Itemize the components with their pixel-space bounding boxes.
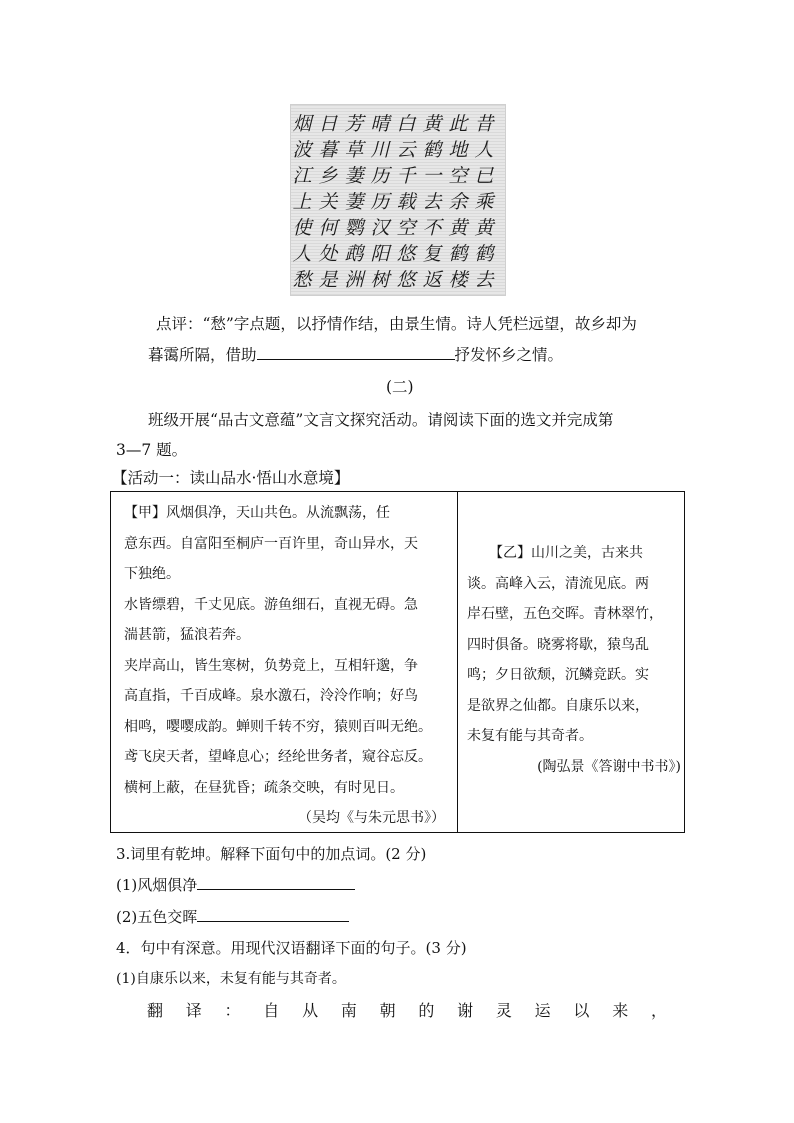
yi-line: 岸石壁，五色交晖。青林翠竹， [467,606,663,622]
yi-line: 【乙】山川之美，古来共 [489,545,643,561]
calligraphy-char: 复 [422,243,442,265]
calligraphy-char: 黄 [422,113,442,135]
calligraphy-char: 使 [292,217,312,239]
calligraphy-char: 波 [292,139,312,161]
passage-jia [124,498,451,834]
jia-source: （吴均《与朱元思书》） [298,810,445,826]
translation-char: 翻 [147,1001,164,1020]
calligraphy-char: 昔 [474,113,494,135]
jia-line: 横柯上蔽，在昼犹昏；疏条交映，有时见日。 [124,779,404,796]
calligraphy-char: 川 [370,139,390,161]
translation-char: 朝 [379,1001,396,1020]
section-intro-line-2: 3—7 题。 [116,441,188,459]
activity-title: 【活动一：读山品水·悟山水意境】 [112,469,350,487]
calligraphy-char: 人 [292,243,312,265]
translation-char: 南 [340,1001,357,1020]
question-4-1: (1)自康乐以来，未复有能与其奇者。 [116,971,346,987]
yi-line: 鸣；夕日欲颓，沉鳞竞跃。实 [467,667,649,683]
translation-char: 灵 [495,1001,512,1020]
calligraphy-column [445,111,471,293]
jia-line: 意东西。自富阳至桐庐一百许里，奇山异水，天 [124,535,418,552]
section-intro-line-1: 班级开展“品古文意蕴”文言文探究活动。请阅读下面的选文并完成第 [148,411,614,429]
calligraphy-column [289,111,315,293]
calligraphy-char: 草 [344,139,364,161]
calligraphy-char: 鹤 [422,139,442,161]
translation-char: 的 [418,1001,435,1020]
calligraphy-char: 暮 [318,139,338,161]
jia-line: 相鸣，嘤嘤成韵。蝉则千转不穷，猿则百叫无绝。 [124,718,432,735]
table-divider [457,492,458,832]
calligraphy-char: 乡 [318,165,338,187]
calligraphy-char: 芳 [344,113,364,135]
question-3-2 [116,906,349,927]
calligraphy-char: 楼 [448,269,468,291]
calligraphy-char: 余 [448,191,468,213]
question-3-1 [116,874,355,895]
calligraphy-char: 是 [318,269,338,291]
calligraphy-char: 树 [370,269,390,291]
question-3: 3.词里有乾坤。解释下面句中的加点词。(2 分) [116,845,427,863]
calligraphy-char: 汉 [370,217,390,239]
calligraphy-column [367,111,393,293]
translation-char: 谢 [457,1001,474,1020]
calligraphy-char: 去 [422,191,442,213]
translation-char: 从 [302,1001,319,1020]
translation-char: ， [650,1001,667,1020]
calligraphy-char: 黄 [448,217,468,239]
translation-char: 运 [534,1001,551,1020]
answer-blank-3-2[interactable] [197,907,349,922]
yi-source: (陶弘景《答谢中书书》) [537,758,681,775]
calligraphy-char: 悠 [396,269,416,291]
jia-line: 下独绝。 [124,566,180,582]
calligraphy-char: 鹉 [344,243,364,265]
calligraphy-char: 白 [396,113,416,135]
calligraphy-char: 处 [318,243,338,265]
calligraphy-char: 载 [396,191,416,213]
calligraphy-char: 乘 [474,191,494,213]
jia-line: 【甲】风烟俱净，天山共色。从流飘荡，任 [124,505,390,521]
question-3-1-text: (1)风烟俱净 [116,876,198,894]
translation-char: 自 [263,1001,280,1020]
calligraphy-char: 地 [448,139,468,161]
question-3-2-text: (2)五色交晖 [116,908,198,926]
jia-line: 湍甚箭，猛浪若奔。 [124,627,250,643]
comment-line-2 [148,343,563,365]
yi-line: 四时俱备。晓雾将歇，猿鸟乱 [467,636,649,653]
calligraphy-char: 上 [292,191,312,213]
calligraphy-column [471,111,497,293]
calligraphy-char: 不 [422,217,442,239]
yi-line: 谈。高峰入云，清流见底。两 [467,575,649,592]
comment-answer-blank[interactable] [257,345,455,360]
calligraphy-char: 已 [474,165,494,187]
calligraphy-char: 千 [396,165,416,187]
calligraphy-char: 返 [422,269,442,291]
poem-calligraphy-image [290,104,506,296]
jia-line: 夹岸高山，皆生寒树，负势竞上，互相轩邈，争 [124,657,418,674]
calligraphy-char: 历 [370,165,390,187]
yi-line: 未复有能与其奇者。 [467,728,593,744]
calligraphy-char: 空 [448,165,468,187]
jia-line: 高直指，千百成峰。泉水激石，泠泠作响；好鸟 [124,688,418,704]
calligraphy-char: 愁 [292,269,312,291]
calligraphy-column [315,111,341,293]
calligraphy-char: 日 [318,113,338,135]
jia-line: 鸢飞戾天者，望峰息心；经纶世务者，窥谷忘反。 [124,749,432,765]
comment-line-2-start: 暮霭所隔，借助 [148,346,257,364]
calligraphy-column [419,111,445,293]
calligraphy-char: 鹤 [448,243,468,265]
translation-char: 译 [185,1001,202,1020]
calligraphy-char: 去 [474,269,494,291]
passage-table [110,491,685,833]
calligraphy-char: 烟 [292,113,312,135]
calligraphy-char: 江 [292,165,312,187]
yi-line: 是欲界之仙都。自康乐以来， [467,697,649,714]
calligraphy-char: 云 [396,139,416,161]
jia-line: 水皆缥碧，千丈见底。游鱼细石，直视无碍。急 [124,596,418,613]
calligraphy-column [393,111,419,293]
calligraphy-char: 此 [448,113,468,135]
translation-char: 来 [612,1001,629,1020]
calligraphy-char: 阳 [370,243,390,265]
calligraphy-char: 萋 [344,165,364,187]
translation-char: ： [224,1001,241,1020]
calligraphy-char: 萋 [344,191,364,213]
question-4: 4．句中有深意。用现代汉语翻译下面的句子。(3 分) [116,939,467,957]
calligraphy-char: 悠 [396,243,416,265]
calligraphy-char: 历 [370,191,390,213]
translation-char: 以 [573,1001,590,1020]
calligraphy-char: 晴 [370,113,390,135]
section-number: (二) [386,378,414,396]
calligraphy-char: 关 [318,191,338,213]
translation-line [147,998,667,1021]
passage-yi [467,538,681,782]
calligraphy-char: 何 [318,217,338,239]
calligraphy-char: 人 [474,139,494,161]
comment-line-1: 点评：“愁”字点题，以抒情作结，由景生情。诗人凭栏远望，故乡却为 [156,315,637,333]
calligraphy-char: 空 [396,217,416,239]
answer-blank-3-1[interactable] [197,875,355,890]
calligraphy-char: 洲 [344,269,364,291]
comment-line-2-end: 抒发怀乡之情。 [454,346,564,364]
calligraphy-char: 鹤 [474,243,494,265]
calligraphy-column [341,111,367,293]
calligraphy-char: 黄 [474,217,494,239]
calligraphy-char: 一 [422,165,442,187]
calligraphy-char: 鹦 [344,217,364,239]
